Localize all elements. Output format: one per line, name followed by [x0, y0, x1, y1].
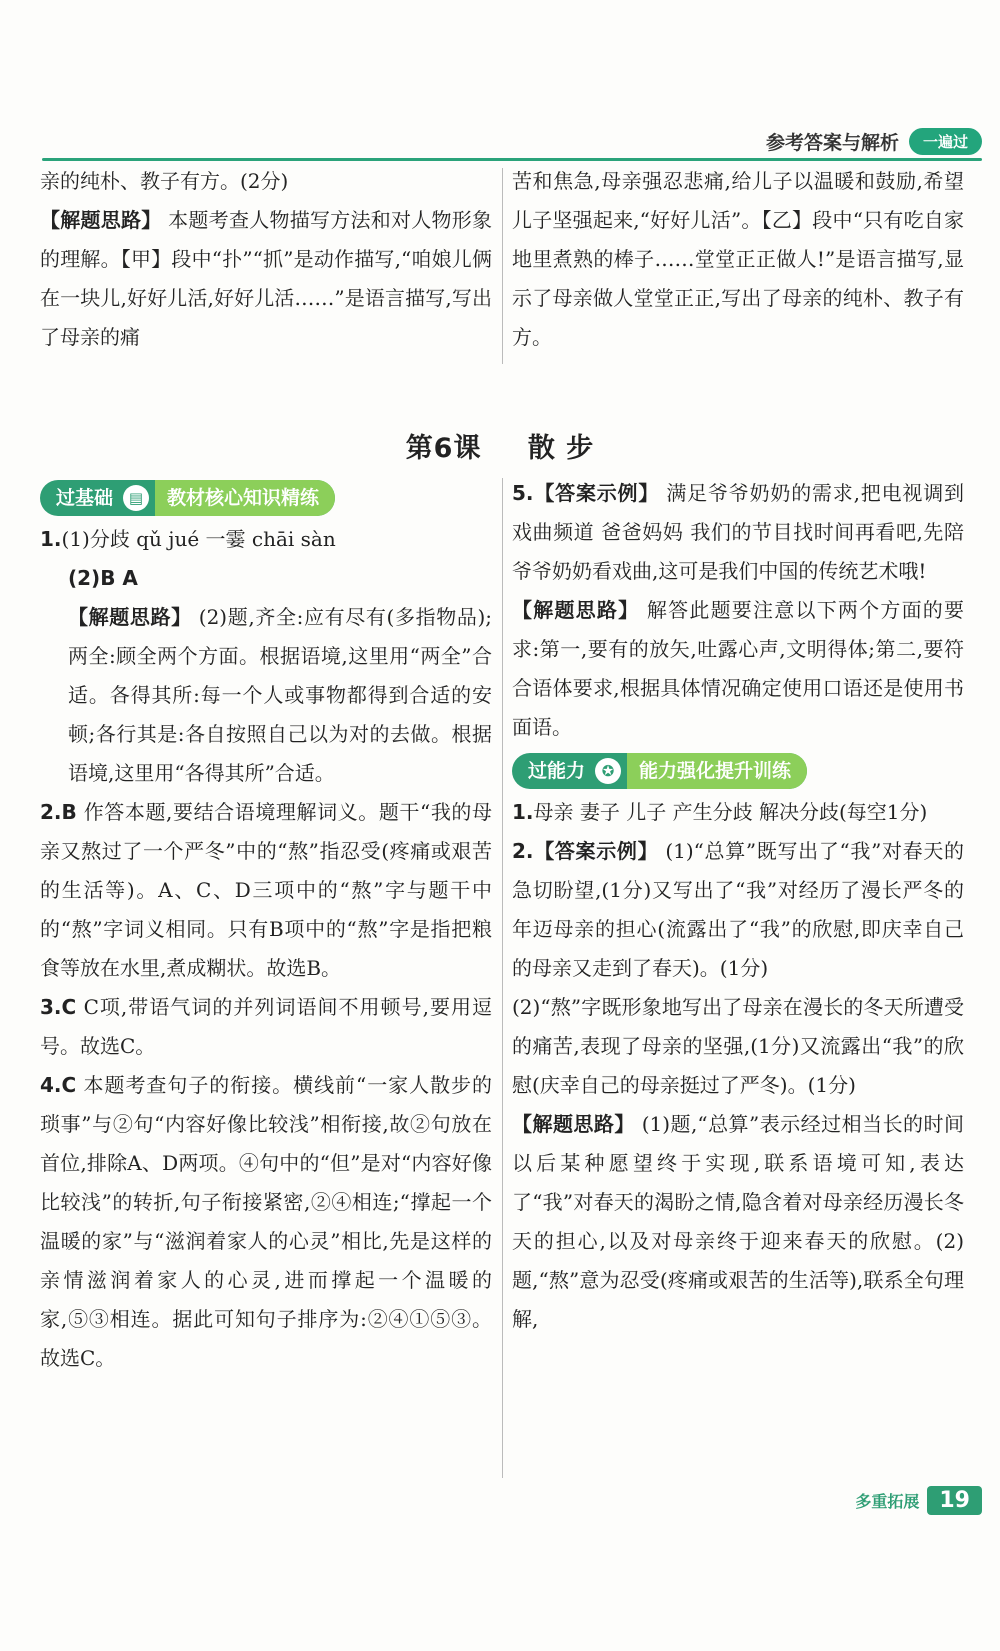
q4-text: 本题考查句子的衔接。横线前“一家人散步的琐事”与②句“内容好像比较浅”相衔接,故②句放在首位,排除A、D两项。④句中的“但”是对“内容好像比较浅”的转折,句子衔接紧密,②④相连;“撑起一个温暖的家”与“滋润着家人的心灵”相比,先是这样的亲情滋润着家人的心灵,进而撑起一个温暖的家,⑤③相连。据此可知句子排序为:②④①⑤③。故选C。: [40, 1073, 492, 1370]
section-ability-title: 能力强化提升训练: [627, 753, 807, 789]
header-series: 一遍过: [909, 128, 982, 155]
q2-text: 作答本题,要结合语境理解词义。题干“我的母亲又熬过了一个严冬”中的“熬”指忍受(疼痛或艰苦的生活等)。A、C、D三项中的“熬”字与题干中的“熬”字词义相同。只有B项中的“熬”字是指把粮食等放在水里,煮成糊状。故选B。: [40, 800, 492, 980]
q4-answer: C: [61, 1073, 77, 1097]
footer: [855, 1486, 982, 1515]
solution-tag: 【解题思路】: [40, 208, 162, 232]
q1-number: 1.: [40, 527, 62, 551]
lesson-number: 第6课: [405, 433, 482, 464]
medal-icon: ✪: [595, 758, 621, 784]
r1-number: 1.: [512, 800, 534, 824]
lesson-name: 散 步: [527, 433, 595, 464]
right-column: [512, 474, 964, 1339]
q3-number: 3.: [40, 995, 62, 1019]
lesson-title: [0, 426, 1000, 465]
q2-number: 2.: [40, 800, 62, 824]
column-divider-top: [502, 168, 503, 364]
q5-tag: 【答案示例】: [533, 481, 660, 505]
section-ability-banner: [512, 753, 807, 789]
r2-text2: (2)“熬”字既形象地写出了母亲在漫长的冬天所遭受的痛苦,表现了母亲的坚强,(1分)又流露出“我”的欣慰(庆幸自己的母亲挺过了严冬)。(1分): [512, 995, 964, 1097]
top-right-text: 苦和焦急,母亲强忍悲痛,给儿子以温暖和鼓励,希望儿子坚强起来,“好好儿活”。【乙】段中“只有吃自家地里煮熟的棒子……堂堂正正做人!”是语言描写,显示了母亲做人堂堂正正,写出了母亲的纯朴、教子有方。: [512, 169, 964, 349]
r2-tag: 【答案示例】: [533, 839, 659, 863]
r2-number: 2.: [512, 839, 534, 863]
section-basic-title: 教材核心知识精练: [155, 480, 335, 516]
section-basic-label: 过基础: [56, 486, 114, 509]
clipboard-icon: ▤: [123, 485, 149, 511]
r2-text3: (1)题,“总算”表示经过相当长的时间以后某种愿望终于实现,联系语境可知,表达了“我”对春天的渴盼之情,隐含着对母亲经历漫长冬天的担心,以及对母亲终于迎来春天的欣慰。(2)题,“熬”意为忍受(疼痛或艰苦的生活等),联系全句理解,: [512, 1112, 965, 1331]
left-column: [40, 474, 492, 1378]
top-right-column: [512, 162, 964, 357]
section-basic-banner: [40, 480, 335, 516]
q4-number: 4.: [40, 1073, 62, 1097]
page-number: 19: [927, 1486, 982, 1515]
q5-tag2: 【解题思路】: [512, 598, 640, 622]
top-left-text: 本题考查人物描写方法和对人物形象的理解。【甲】段中“扑”“抓”是动作描写,“咱娘儿俩在一块儿,好好儿活,好好儿活……”是语言描写,写出了母亲的痛: [40, 208, 493, 349]
column-divider: [502, 478, 503, 1478]
top-left-column: [40, 162, 492, 357]
q1-tag: 【解题思路】: [68, 605, 192, 629]
header-line: [42, 158, 982, 161]
r2-text: (1)“总算”既写出了“我”对春天的急切盼望,(1分)又写出了“我”对经历了漫长严冬的年迈母亲的担心(流露出了“我”的欣慰,即庆幸自己的母亲又走到了春天)。(1分): [512, 839, 965, 980]
r2-tag2: 【解题思路】: [512, 1112, 635, 1136]
q5-text: 满足爷爷奶奶的需求,把电视调到戏曲频道 爸爸妈妈 我们的节目找时间再看吧,先陪爷爷奶奶看戏曲,这可是我们中国的传统艺术哦!: [512, 481, 965, 583]
r1-text: 母亲 妻子 儿子 产生分歧 解决分歧(每空1分): [533, 800, 928, 824]
q5-number: 5.: [512, 481, 534, 505]
q3-text: C项,带语气词的并列词语间不用顿号,要用逗号。故选C。: [40, 995, 492, 1058]
q5-text2: 解答此题要注意以下两个方面的要求:第一,要有的放矢,吐露心声,文明得体;第二,要符合语体要求,根据具体情况确定使用口语还是使用书面语。: [512, 598, 965, 739]
header-tag: [766, 126, 982, 156]
top-left-line1: 亲的纯朴、教子有方。(2分): [40, 169, 289, 193]
q2-answer: B: [61, 800, 77, 824]
footer-label: 多重拓展: [855, 1492, 920, 1511]
q1-line2: (2)B A: [68, 566, 138, 590]
q3-answer: C: [61, 995, 77, 1019]
q1-line1: (1)分歧 qǔ jué 一霎 chāi sàn: [61, 527, 336, 551]
q1-text: (2)题,齐全:应有尽有(多指物品);两全:顾全两个方面。根据语境,这里用“两全”合适。各得其所:每一个人或事物都得到合适的安顿;各行其是:各自按照自己以为对的去做。根据语境,这里用“各得其所”合适。: [68, 605, 493, 785]
header-section: 参考答案与解析: [765, 131, 899, 154]
section-ability-label: 过能力: [528, 759, 586, 782]
